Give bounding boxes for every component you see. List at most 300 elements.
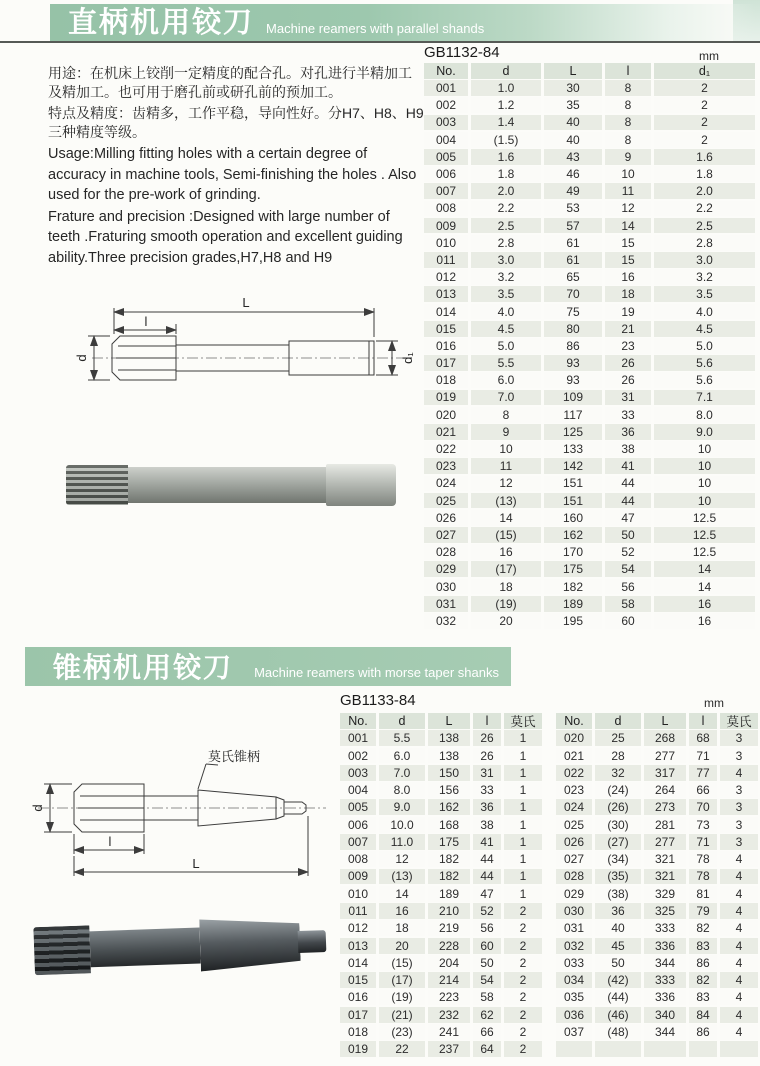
table-cell: 011 — [340, 903, 376, 919]
table-cell: 65 — [544, 269, 602, 285]
table-row — [340, 1024, 542, 1040]
table-cell: 5.0 — [471, 338, 541, 354]
table-row — [424, 407, 755, 423]
table-cell — [595, 1041, 641, 1057]
table-cell: 45 — [595, 938, 641, 954]
table-cell: 14 — [379, 886, 425, 902]
reamer-photo-parallel — [64, 458, 398, 512]
taper-shank-label: 莫氏锥柄 — [208, 749, 261, 764]
table-cell: 006 — [424, 166, 468, 182]
table-cell: 014 — [340, 955, 376, 971]
table-cell: 10.0 — [379, 817, 425, 833]
table-cell: 2 — [654, 115, 755, 131]
table-cell: 182 — [428, 851, 470, 867]
column-header: No. — [340, 713, 376, 729]
table-cell: 8 — [605, 115, 651, 131]
column-header: l — [605, 63, 651, 79]
table-row — [424, 338, 755, 354]
column-header: 莫氏 — [504, 713, 542, 729]
table-cell: 241 — [428, 1024, 470, 1040]
table-cell: 162 — [428, 799, 470, 815]
table-cell: 14 — [654, 561, 755, 577]
table-cell: 38 — [473, 817, 501, 833]
table-cell: 1.8 — [654, 166, 755, 182]
table-cell: 268 — [644, 730, 686, 746]
table-header-row — [556, 713, 758, 729]
table-row — [424, 458, 755, 474]
table-cell: 1 — [504, 782, 542, 798]
table-cell: 162 — [544, 527, 602, 543]
dim-label-L: L — [242, 295, 250, 310]
table-cell: 9 — [471, 424, 541, 440]
table-cell: (15) — [471, 527, 541, 543]
table-cell: 4.5 — [471, 321, 541, 337]
table-cell: 14 — [471, 510, 541, 526]
table-cell: 18 — [471, 579, 541, 595]
table-cell: 344 — [644, 955, 686, 971]
table-cell: 329 — [644, 886, 686, 902]
table-cell: 214 — [428, 972, 470, 988]
table-row — [340, 886, 542, 902]
table-cell: 4 — [720, 990, 758, 1006]
table-cell: 160 — [544, 510, 602, 526]
table-cell: 325 — [644, 903, 686, 919]
table-cell: 010 — [424, 235, 468, 251]
table-cell: 83 — [689, 990, 717, 1006]
table-cell: 8 — [605, 80, 651, 96]
table-cell: 035 — [556, 990, 592, 1006]
table-cell: 31 — [605, 390, 651, 406]
unit-label-mm-2: mm — [704, 696, 724, 710]
table-cell: 16 — [605, 269, 651, 285]
section1-title-en: Machine reamers with parallel shands — [266, 21, 485, 36]
table-cell: 36 — [595, 903, 641, 919]
table-cell: (44) — [595, 990, 641, 1006]
table-cell: 82 — [689, 920, 717, 936]
table-cell: 54 — [473, 972, 501, 988]
column-header: L — [644, 713, 686, 729]
table-cell: 68 — [689, 730, 717, 746]
table-row — [424, 115, 755, 131]
table-cell: 2 — [654, 80, 755, 96]
table-row — [556, 851, 758, 867]
table-cell: 62 — [473, 1007, 501, 1023]
table-cell: 50 — [605, 527, 651, 543]
table-cell: 10 — [654, 441, 755, 457]
table-row — [556, 748, 758, 764]
table-cell: 003 — [340, 765, 376, 781]
table-cell: 1 — [504, 851, 542, 867]
table-cell: 277 — [644, 834, 686, 850]
table-row — [340, 799, 542, 815]
table-cell: 015 — [424, 321, 468, 337]
table-cell: 034 — [556, 972, 592, 988]
table-cell: 60 — [473, 938, 501, 954]
table-cell: 008 — [340, 851, 376, 867]
table-cell — [689, 1041, 717, 1057]
table-cell: 41 — [473, 834, 501, 850]
table-row — [424, 269, 755, 285]
table-cell: 026 — [556, 834, 592, 850]
table-cell: 007 — [424, 183, 468, 199]
table-cell: 78 — [689, 851, 717, 867]
table-row — [424, 596, 755, 612]
table-cell: 1.0 — [471, 80, 541, 96]
table-cell: 52 — [605, 544, 651, 560]
table-cell: 2.0 — [471, 183, 541, 199]
table-cell: 14 — [654, 579, 755, 595]
table-cell: 029 — [556, 886, 592, 902]
table-cell: 3 — [720, 748, 758, 764]
table-cell: 109 — [544, 390, 602, 406]
table-cell: 138 — [428, 748, 470, 764]
table-row — [424, 183, 755, 199]
unit-label-mm-1: mm — [699, 49, 719, 63]
table-cell: 210 — [428, 903, 470, 919]
table-row — [340, 834, 542, 850]
table-cell: 031 — [556, 920, 592, 936]
section1-description — [48, 64, 424, 269]
table-cell: 002 — [340, 748, 376, 764]
table-row — [556, 869, 758, 885]
table-cell: 12.5 — [654, 544, 755, 560]
table-cell: 2 — [504, 1041, 542, 1057]
table-row — [424, 235, 755, 251]
table-row — [556, 834, 758, 850]
table-cell: 4 — [720, 972, 758, 988]
table-cell: 58 — [473, 990, 501, 1006]
table-row — [424, 218, 755, 234]
table-cell: 9.0 — [379, 799, 425, 815]
table-row — [340, 955, 542, 971]
table-cell: (1.5) — [471, 132, 541, 148]
photo-flute-section — [33, 925, 91, 975]
table-cell: 001 — [424, 80, 468, 96]
photo-shank-section — [326, 464, 396, 506]
table-row — [424, 97, 755, 113]
photo-shaft-section — [89, 927, 200, 967]
table-cell: 66 — [473, 1024, 501, 1040]
table-cell: 8 — [605, 132, 651, 148]
table-cell: 4 — [720, 765, 758, 781]
table-cell: 12.5 — [654, 527, 755, 543]
table-cell: 168 — [428, 817, 470, 833]
table-row — [556, 782, 758, 798]
column-header: No. — [424, 63, 468, 79]
table-cell: 3.5 — [471, 286, 541, 302]
table-cell: 333 — [644, 920, 686, 936]
table-cell: 10 — [471, 441, 541, 457]
table-row — [340, 730, 542, 746]
table-cell: 93 — [544, 355, 602, 371]
table-cell: 75 — [544, 304, 602, 320]
table-cell: 52 — [473, 903, 501, 919]
table-row — [556, 730, 758, 746]
table-row — [424, 493, 755, 509]
table-cell: 53 — [544, 201, 602, 217]
table-cell: 3 — [720, 730, 758, 746]
table-row — [424, 441, 755, 457]
table-row — [340, 851, 542, 867]
table-cell: 133 — [544, 441, 602, 457]
table-cell: 4 — [720, 1007, 758, 1023]
table-row — [424, 149, 755, 165]
table-cell: 2 — [504, 920, 542, 936]
table-cell: 26 — [473, 748, 501, 764]
table-cell: 80 — [544, 321, 602, 337]
table-cell: 1.6 — [471, 149, 541, 165]
table-cell: 030 — [424, 579, 468, 595]
table-header-row — [340, 713, 542, 729]
table-cell: 321 — [644, 851, 686, 867]
table-cell: 15 — [605, 252, 651, 268]
table-cell: 1 — [504, 765, 542, 781]
table-cell: 6.0 — [379, 748, 425, 764]
table-header-row — [424, 63, 755, 79]
table-cell: 228 — [428, 938, 470, 954]
table-cell: (46) — [595, 1007, 641, 1023]
table-cell: 017 — [424, 355, 468, 371]
table-cell: 4.0 — [654, 304, 755, 320]
table-cell: (19) — [379, 990, 425, 1006]
table-cell: (24) — [595, 782, 641, 798]
table-cell: 264 — [644, 782, 686, 798]
column-header: d — [595, 713, 641, 729]
table-cell: 44 — [473, 869, 501, 885]
table-cell: 2 — [504, 1007, 542, 1023]
table-cell: 71 — [689, 834, 717, 850]
table-cell: 008 — [424, 201, 468, 217]
column-header: L — [544, 63, 602, 79]
column-header: d₁ — [654, 63, 755, 79]
table-cell: 2 — [504, 903, 542, 919]
table-cell: 14 — [605, 218, 651, 234]
table-cell: 020 — [556, 730, 592, 746]
table-cell: 33 — [605, 407, 651, 423]
table-cell: 2 — [504, 990, 542, 1006]
table-cell: 150 — [428, 765, 470, 781]
table-cell: 022 — [556, 765, 592, 781]
table-cell: 47 — [605, 510, 651, 526]
section1-banner — [50, 4, 756, 41]
table-cell: (19) — [471, 596, 541, 612]
table-cell: 4 — [720, 938, 758, 954]
table-cell: 54 — [605, 561, 651, 577]
table-row — [424, 510, 755, 526]
table-cell: 16 — [654, 613, 755, 629]
table-cell: (21) — [379, 1007, 425, 1023]
table-cell: 19 — [605, 304, 651, 320]
table-cell: (35) — [595, 869, 641, 885]
table-cell: 26 — [605, 355, 651, 371]
table-cell: 2.8 — [654, 235, 755, 251]
table-row — [424, 166, 755, 182]
table-cell: 011 — [424, 252, 468, 268]
table-cell: 61 — [544, 252, 602, 268]
table-cell: 009 — [424, 218, 468, 234]
table-cell: 2 — [504, 955, 542, 971]
table-cell: 281 — [644, 817, 686, 833]
table-cell: 16 — [471, 544, 541, 560]
table-cell: 23 — [605, 338, 651, 354]
table-cell: (17) — [379, 972, 425, 988]
table-cell: 2.5 — [654, 218, 755, 234]
table-cell: 006 — [340, 817, 376, 833]
table-cell: 10 — [654, 476, 755, 492]
table-row — [556, 903, 758, 919]
table-cell: 38 — [605, 441, 651, 457]
table-cell: 021 — [556, 748, 592, 764]
table-row — [556, 799, 758, 815]
table-cell: 025 — [556, 817, 592, 833]
photo-flute-section — [66, 465, 128, 505]
table-cell: 336 — [644, 938, 686, 954]
table-cell: 001 — [340, 730, 376, 746]
table-cell: 4 — [720, 869, 758, 885]
dim-label-L2: L — [192, 856, 200, 871]
table-cell: 7.1 — [654, 390, 755, 406]
standard-number-gb1133: GB1133-84 — [340, 692, 416, 709]
table-cell: 1 — [504, 834, 542, 850]
table-cell: 3 — [720, 799, 758, 815]
table-cell: 20 — [379, 938, 425, 954]
table-cell: (13) — [379, 869, 425, 885]
table-cell: 013 — [340, 938, 376, 954]
table-cell: 49 — [544, 183, 602, 199]
table-cell: 142 — [544, 458, 602, 474]
table-cell: 028 — [424, 544, 468, 560]
table-row — [340, 938, 542, 954]
table-row — [340, 920, 542, 936]
table-row — [424, 201, 755, 217]
table-cell: 014 — [424, 304, 468, 320]
table-cell: 70 — [689, 799, 717, 815]
table-cell: 1.4 — [471, 115, 541, 131]
table-cell: 027 — [556, 851, 592, 867]
table-cell: 232 — [428, 1007, 470, 1023]
table-row — [340, 782, 542, 798]
banner-underline — [0, 41, 760, 43]
parallel-reamer-size-table — [424, 63, 755, 630]
table-row — [340, 1007, 542, 1023]
column-header: l — [689, 713, 717, 729]
table-cell: 002 — [424, 97, 468, 113]
table-cell: 204 — [428, 955, 470, 971]
table-cell: 41 — [605, 458, 651, 474]
table-row — [556, 938, 758, 954]
table-cell: 15 — [605, 235, 651, 251]
table-cell: (34) — [595, 851, 641, 867]
table-cell: 36 — [605, 424, 651, 440]
table-cell: 36 — [473, 799, 501, 815]
table-cell: 037 — [556, 1024, 592, 1040]
table-row — [424, 355, 755, 371]
table-cell: 016 — [340, 990, 376, 1006]
table-cell: 50 — [473, 955, 501, 971]
table-cell: 40 — [595, 920, 641, 936]
column-header: L — [428, 713, 470, 729]
table-row — [340, 972, 542, 988]
table-cell: 1 — [504, 748, 542, 764]
table-cell: 93 — [544, 372, 602, 388]
taper-reamer-drawing — [26, 744, 340, 886]
section1-title-cn: 直柄机用铰刀 — [68, 7, 255, 39]
table-cell: 12 — [379, 851, 425, 867]
photo-tang-section — [298, 930, 327, 953]
table-cell: 11 — [605, 183, 651, 199]
table-cell: 83 — [689, 938, 717, 954]
table-cell — [556, 1041, 592, 1057]
table-cell: 10 — [654, 493, 755, 509]
table-cell: 1 — [504, 817, 542, 833]
table-row — [424, 561, 755, 577]
table-cell: 3 — [720, 834, 758, 850]
table-row — [556, 955, 758, 971]
table-cell: 156 — [428, 782, 470, 798]
dim-label-d1: d₁ — [400, 352, 415, 364]
table-cell: 005 — [424, 149, 468, 165]
table-cell: 26 — [473, 730, 501, 746]
table-cell: 003 — [424, 115, 468, 131]
table-cell: 025 — [424, 493, 468, 509]
table-cell: 43 — [544, 149, 602, 165]
table-cell: 013 — [424, 286, 468, 302]
table-cell: 2.8 — [471, 235, 541, 251]
table-cell: 2 — [654, 97, 755, 113]
table-cell: 33 — [473, 782, 501, 798]
table-cell: 73 — [689, 817, 717, 833]
table-row — [340, 869, 542, 885]
taper-reamer-size-table-right — [556, 713, 758, 1059]
table-cell: 023 — [424, 458, 468, 474]
table-cell: 2.0 — [654, 183, 755, 199]
table-cell: 018 — [340, 1024, 376, 1040]
table-cell: 57 — [544, 218, 602, 234]
table-cell: 344 — [644, 1024, 686, 1040]
table-cell: 1 — [504, 799, 542, 815]
table-row — [556, 886, 758, 902]
table-cell: 012 — [424, 269, 468, 285]
table-row — [424, 80, 755, 96]
table-cell: (13) — [471, 493, 541, 509]
table-cell: 018 — [424, 372, 468, 388]
dim-label-l: l — [144, 314, 148, 329]
table-cell: 019 — [424, 390, 468, 406]
table-cell: 004 — [424, 132, 468, 148]
table-row — [340, 1041, 542, 1057]
table-row — [424, 527, 755, 543]
table-row — [556, 1041, 758, 1057]
table-cell: 3.2 — [471, 269, 541, 285]
table-row — [556, 765, 758, 781]
table-cell: 18 — [605, 286, 651, 302]
table-cell: 11 — [471, 458, 541, 474]
table-cell: 78 — [689, 869, 717, 885]
table-cell: 009 — [340, 869, 376, 885]
table-cell: 44 — [605, 493, 651, 509]
table-cell: 66 — [689, 782, 717, 798]
table-cell: 8.0 — [654, 407, 755, 423]
table-cell: 117 — [544, 407, 602, 423]
table-cell: 3.0 — [471, 252, 541, 268]
table-row — [424, 132, 755, 148]
table-cell: 024 — [424, 476, 468, 492]
table-cell: 71 — [689, 748, 717, 764]
table-cell: 3.2 — [654, 269, 755, 285]
table-cell: 44 — [605, 476, 651, 492]
table-cell: 3 — [720, 817, 758, 833]
usage-text-en: Usage:Milling fitting holes with a certain degree of accuracy in machine tools, Semi-finishing the holes . Also used for the pre-work of grinding. — [48, 146, 417, 203]
